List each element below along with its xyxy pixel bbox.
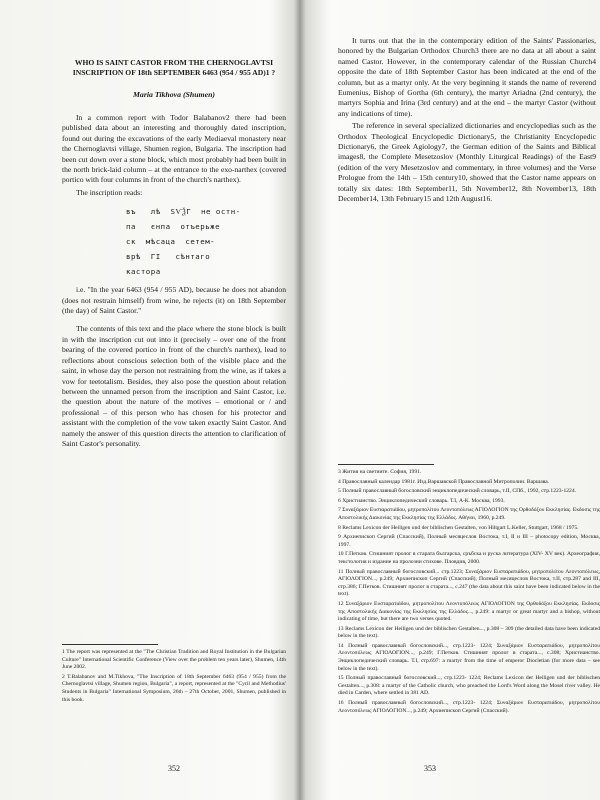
- paragraph-intro: In a common report with Todor Balabanov2 there had been published data about an interesting and thoroughly dated inscription, found out during the excavations of the early Mediaeval monastery near the Chernoglavtsi village, Shumen region, Bulgaria. The inscription had been cut down over a stone block, which most probably had been built in the north brick-laid column – at the entrance to the exo-narthex (covered portico with four columns in front of the church's narthex).: [62, 113, 286, 185]
- inscription-line: въ лѣ ЅѴѮГ не остн-: [126, 207, 241, 217]
- footnote: 13 Reclams Lexicon der Heiligen und der biblischen Gestalten..., p.308 – 309 (the detailed data have been indicated below in the text).: [338, 625, 600, 640]
- inscription-line: кастора: [126, 267, 161, 277]
- footnote-divider: [62, 644, 158, 645]
- inscription-line: па єнпа отъерьже: [126, 222, 221, 232]
- footnote: 5 Полный православный богословский энциклопедический словарь, т.II, СПб., 1992, стр.1223-1224.: [338, 488, 577, 495]
- footnote: 3 Жития на светиите. София, 1991.: [338, 469, 422, 475]
- footnote: 4 Православный календар 1981г. Изд.Варшавской Православной Митрополии. Варшава.: [338, 478, 550, 485]
- footnote: 9 Архиепископ Сергий (Спасский), Полный месяцеслов Востока, т.I, II и III – photocopy edition, Москва, 1997.: [338, 534, 600, 548]
- footnote: 6 Христианство. Энциклопедический словарь. Т.I, А-К. Москва, 1993.: [338, 497, 505, 504]
- footnote: 8 Reclams Lexicon der Heiligen und der biblischen Gestalten, von Hiltgart L.Keller, Stuttgart, 1968 / 1975.: [338, 524, 579, 531]
- footnote: 12 Συναξάριον Ευσταρατιάδου, μητροπολίτου Λεοντοπόλεως ΑΓΙΟΛΟΓΙΟΝ της Ορθοδόξου Εκκλησίας. Εκδοσις της Αποστολικής Διακονίας της Εκκλησίας της Ελλάδος..., p.249: a martyr or great martyr and a bishop, without indicating of time, but there are two verses quoted.: [338, 600, 600, 623]
- footnote: 16 Полный православный богословский..., стр.1223- 1224; Συναξάριον Ευσταρατιάδου, μητροπολίτου Λεοντοπόλεως ΑΓΙΟΛΟΓΙΟΝ..., p.249; Архиепископ Сергий (Спасский).: [338, 700, 600, 714]
- footnote: 14 Полный православный богословский..., стр.1223- 1224; Συναξάριον Ευσταρατιάδου, μητροπολίτου Λεοντοπόλεως ΑΓΙΟΛΟΓΙΟΝ..., p.249; Г.Петков. Стишният пролог в старата..., c.308; Христианство. Энциклопедический словарь. Т.I, стр.697: a martyr from the time of emperor Diocletian (for more data – see below in the text).: [338, 642, 600, 672]
- inscription-block: [126, 204, 286, 279]
- footnote: 1 The report was represented at the "The Christian Tradition and Royal Institution in the Bulgarian Culture" International Scientific Conference (View over the problem ten years later), Shumen, 14th June 2002.: [62, 649, 286, 671]
- footnote: 2 T.Balabanov and M.Tikhova, "The Inscription of 18th September 6463 (954 / 955) from the Chernoglavtsi village, Shumen region, Bulgaria", a report, represented at the "Cyril and Methodius' Students in Bulgaria" International Symposium, 26th – 27th October, 2001, Shumen, published in this book.: [62, 673, 286, 703]
- footnote: 7 Συναξάριον Ευσταρατιάδου, μητροπολίτου Λεοντοπόλεως ΑΓΙΟΛΟΓΙΟΝ της Ορθοδόξου Εκκλησίας. Εκδοσις της Αποστολικής Διακονίας της Εκκλησίας της Ελλάδος. Αθήναι, 1960, p.249.: [338, 507, 600, 521]
- right-footnotes: [338, 464, 600, 717]
- author-line: Maria Tikhova (Shumen): [132, 90, 216, 99]
- footnote: 10 Г.Петков. Стишният пролог в старата българска, сръбска и руска литература (XIV- XV век). Археография, текстология и издание на пролозни стихове. Пловдив, 2000.: [338, 551, 600, 565]
- paragraph-references: The reference in several specialized dictionaries and encyclopedias such as the Orthodox Theological Encyclopedic Dictionary5, the Christianity Encyclopedic Dictionary6, the Greek Agiology7, the German edition of the Saints and Biblical images8, the Complete Mesetzoslov (Monthly Liturgical Readings) of the East9 (edition of the very Mesetzoslov and commentary, in three volumes) and the Verse Prologue from the 14th – 15th century10, showed that the Castor name appears on totally six dates: 18th September11, 5th November12, 8th November13, 18th December14, 13th February15 and 12th August16.: [338, 121, 596, 204]
- footnote-divider: [338, 464, 434, 465]
- left-footnotes: [62, 644, 286, 706]
- article-title: WHO IS SAINT CASTOR FROM THE CHERNOGLAVTSI INSCRIPTION OF 18th SEPTEMBER 6463 (954 / 955 AD)1 ?: [72, 58, 276, 77]
- page-number: 352: [168, 764, 180, 773]
- footnote: 15 Полный православный богословский..., стр.1223- 1224; Reclams Lexicon der Heiligen und der biblischen Gestalten..., p.308: a martyr of the Catholic church, who preached the Lord's Word along the Mosel river valley. He died in Carden, where settled in 381 AD.: [338, 675, 600, 697]
- paragraph-passionaries: It turns out that the in the contemporary edition of the Saints' Passionaries, honored by the Bulgarian Orthodox Church3 there are no data at all about a saint named Castor. However, in the contemporary calendar of the Russian Church4 opposite the date of 18th September Castor has been indicated at the end of the column, but as a martyr only. At the very beginning it stands the name of reverend Eumenius, Bishop of Gortha (6th century), the martyr Ariadna (2nd century), the martyrs Sophia and Irina (3rd century) and at the end – the martyr Castor (without any indications of time).: [338, 36, 596, 118]
- paragraph-analysis: The contents of this text and the place where the stone block is built in with the inscription cut out into it (precisely – over one of the front bearing of the covered portico in front of the church's narthex), lead to reflections about conscious selection both of the visible place and the saint, in whose day the person not restraining from the wine, as if takes a vow for teetotalism. Besides, they also pose the question about relation between the unnamed person from the inscription and Saint Castor, i.e. the question about the nature of the motives – emotional or / and professional – of this person who has chosen for his protector and assistant with the completion of the vow taken exactly Saint Castor. And namely the answer of this question directs the attention to clarification of Saint Castor's personality.: [62, 324, 286, 448]
- paragraph-inscription-lead: The inscription reads:: [76, 187, 143, 197]
- page-number: 353: [424, 764, 436, 773]
- inscription-line: врѣ ГІ сѣнтаго: [126, 252, 211, 262]
- inscription-line: ск мѣсаца сетем-: [126, 237, 216, 247]
- footnote: 11 Полный православный богословский... стр.1223; Συναξάριον Ευσταρατιάδου, μητροπολίτου Λεοντοπόλεως, ΑΓΙΟΛΟΓΙΟΝ..., p.249; Архиепископ Сергий (Спасский), Полный месяцеслов Востока, т.II, стр.287 and III, стр.386; Г.Петков. Стишният пролог в старата..., c.247 (the data about this saint have been indicated below in the text).: [338, 568, 600, 598]
- paragraph-translation: i.e. "In the year 6463 (954 / 955 AD), because he does not abandon (does not restrain himself) from wine, he rejects (it) on 18th September (the day) of Saint Castor.": [62, 285, 286, 316]
